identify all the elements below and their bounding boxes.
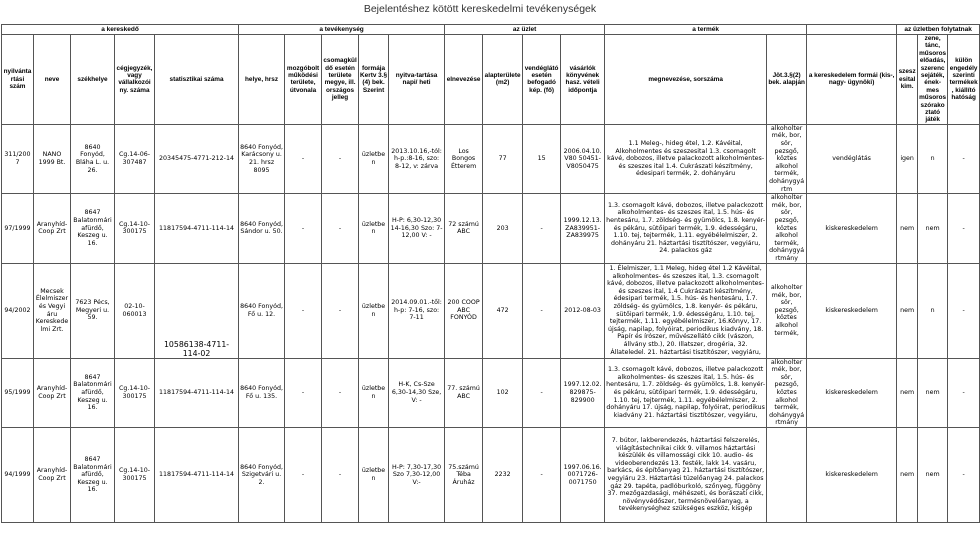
column-header: cégjegyzék, vagy vállalkozói ny. száma (115, 35, 155, 125)
cell-mozgobolt: - (285, 358, 322, 427)
column-header: csomagküldő esetén területe megye, ill. országos jelleg (322, 35, 359, 125)
column-header: megnevezése, sorszáma (605, 35, 767, 125)
cell-szekhely: 8647 Balatonmáriafürdő, Keszeg u. 16. (71, 194, 115, 263)
header-group-uzlet: az üzlet (445, 25, 605, 35)
cell-szekhely: 8647 Balatonmáriafürdő, Keszeg u. 16. (71, 427, 115, 522)
cell-forma: üzletben (359, 124, 389, 193)
cell-csomagkuldo: - (322, 124, 359, 193)
cell-nyitvatartas: 2013.10.16,-tól: h-p.:8-16, szo: 8-12, v: zárva (389, 124, 445, 193)
cell-jot: alkoholtermék, bor, sör, pezsgő, köztes alkohol termék, (767, 263, 807, 358)
cell-nyilvantartasi-szam: 94/2002 (2, 263, 34, 358)
cell-befogado: - (523, 427, 561, 522)
cell-elnevezes: 72 számú ABC (445, 194, 483, 263)
table-row (2, 358, 980, 427)
cell-kereskedelem-forma: vendéglátás (807, 124, 897, 193)
cell-cegjegyzek: Cg.14-10-300175 (115, 427, 155, 522)
cell-neve: NANO 1999 Bt. (34, 124, 71, 193)
table-row (2, 263, 980, 358)
cell-szekhely: 8640 Fonyód, Bláha L. u. 26. (71, 124, 115, 193)
cell-alapterulet: 2232 (483, 427, 523, 522)
cell-hely: 8640 Fonyód, Fő u. 135. (239, 358, 285, 427)
cell-hely: 8640 Fonyód, Sándor u. 50. (239, 194, 285, 263)
column-header: a kereskedelem formái (kis-, nagy- ügynöki) (807, 35, 897, 125)
cell-elnevezes: 200 COOP ABC FONYÓD (445, 263, 483, 358)
cell-cegjegyzek: Cg.14-06-307487 (115, 124, 155, 193)
cell-nyilvantartasi-szam: 94/1999 (2, 427, 34, 522)
cell-neve: Aranyhíd-Coop Zrt (34, 427, 71, 522)
column-header: statisztikai száma (155, 35, 239, 125)
cell-alapterulet: 472 (483, 263, 523, 358)
cell-zene: n (918, 263, 948, 358)
column-header: szeszesital kim. (897, 35, 918, 125)
cell-szeszesital: nem (897, 427, 918, 522)
cell-jot: alkoholtermék, bor, sör, pezsgő, köztes alkohol termék, dohánygyártmány (767, 194, 807, 263)
cell-kulon-engedely: - (948, 427, 980, 522)
column-header: külön engedély szerinti termékek, kiállító hatóság (948, 35, 980, 125)
cell-neve: Aranyhíd-Coop Zrt (34, 358, 71, 427)
cell-befogado: - (523, 358, 561, 427)
column-header: neve (34, 35, 71, 125)
column-header: vásárlók könyvének hasz. vételi időpontja (561, 35, 605, 125)
cell-zene: nem (918, 427, 948, 522)
cell-befogado: - (523, 194, 561, 263)
cell-kereskedelem-forma: kiskereskedelem (807, 194, 897, 263)
cell-statisztikai: 20345475-4771-212-14 (155, 124, 239, 193)
cell-forma: üzletben (359, 194, 389, 263)
cell-szeszesital: nem (897, 263, 918, 358)
header-group-kereskedo: a kereskedő (2, 25, 239, 35)
cell-mozgobolt: - (285, 427, 322, 522)
cell-elnevezes: 77. számú ABC (445, 358, 483, 427)
cell-alapterulet: 203 (483, 194, 523, 263)
table-row (2, 427, 980, 522)
cell-csomagkuldo: - (322, 427, 359, 522)
cell-szekhely: 8647 Balatonmáriafürdő, Keszeg u. 16. (71, 358, 115, 427)
cell-termek: 1.3. csomagolt kávé, dobozos, illetve palackozott alkoholmentes- és szeszes ital, 1.5. hús- és hentesáru, 1.7. zöldség- és gyümölcs, 1.8. kenyér- és pékáru, sütőipari termék, 1.9. édességáru, 1.10. tej, tejtermék, 1.11. egyébélelmiszer, 2. dohányáru 21. háztartási tisztítószer, vegyiáru, 24. palackos gáz (605, 194, 767, 263)
cell-csomagkuldo: - (322, 358, 359, 427)
header-group-empty (807, 25, 897, 35)
column-header: formája Kertv 3.§ (4) bek. Szerint (359, 35, 389, 125)
column-header: nyitva-tartása napi/ heti (389, 35, 445, 125)
cell-forma: üzletben (359, 358, 389, 427)
header-group-termek: a termék (605, 25, 807, 35)
table-row (2, 124, 980, 193)
page-title: Bejelentéshez kötött kereskedelmi tevékenységek (363, 3, 597, 15)
cell-szeszesital: igen (897, 124, 918, 193)
register-table (1, 24, 980, 523)
cell-jot: alkoholtermék, bor, sör, pezsgő, köztes alkohol termék, dohánygyártmány (767, 358, 807, 427)
column-header: székhelye (71, 35, 115, 125)
table-row (2, 194, 980, 263)
column-header: Jöt.3.§(2) bek. alapján (767, 35, 807, 125)
cell-nyitvatartas: H-P: 6,30-12,30 14-16,30 Szo: 7-12,00 V: - (389, 194, 445, 263)
cell-alapterulet: 77 (483, 124, 523, 193)
cell-termek: 1. Élelmiszer, 1.1 Meleg, hideg étel 1.2 Kávéital, alkoholmentes- és szeszes ital, 1.3. csomagolt kávé, dobozos, illetve palackozott alkoholmentes- és szeszes ital, 1.4 Cukrászati készítmény, édesipari termék, 1.5. hús- és hentesáru, 1.7. zöldség- és gyümölcs, 1.8. kenyér- és pékáru, sütőipari termék, 1.9. édességáru, 1.10. tej, tejtermék, 1.11. egyébélelmiszer, 16.Könyv, 17. újság, napilap, folyóirat, periodikus kiadvány, 18. Papír és írószer, művészellátó cikk (vászon, állvány stb.), 20. Illatszer, drogéria, 32. Állateledel. 21. háztartási tisztítószer, vegyiáru, (605, 263, 767, 358)
cell-szeszesital: nem (897, 358, 918, 427)
column-header: alapterülete (m2) (483, 35, 523, 125)
cell-cegjegyzek: Cg.14-10-300175 (115, 358, 155, 427)
column-header: nyilvántartási szám (2, 35, 34, 125)
column-header: zene, tánc, műsoros előadás, szerencsejáték, ének-mes műsoros szórakoztató játék (919, 35, 947, 124)
header-group-tevekenyseg: a tevékenység (239, 25, 445, 35)
cell-statisztikai: 11817594-4711-114-14 (155, 358, 239, 427)
cell-kereskedelem-forma: kiskereskedelem (807, 263, 897, 358)
cell-termek: 1.1 Meleg-, hideg étel, 1.2. Kávéital, Alkoholmentes és szeszesital 1.3. csomagolt kávé, dobozos, illetve palackozott alkoholmentes- és szeszes ital 1.4. Cukrászati készítmény, édesipari termék, 2. dohányáru (605, 124, 767, 193)
column-header: elnevezése (445, 35, 483, 125)
cell-elnevezes: 75.számú Téba Áruház (445, 427, 483, 522)
header-group-row (2, 25, 980, 35)
cell-termek: 1.3. csomagolt kávé, dobozos, illetve palackozott alkoholmentes- és szeszes ital, 1.5. hús- és hentesáru, 1.7. zöldség- és gyümölcs, 1.8. kenyér- és pékáru, sütőipari termék, 1.9. édességáru, 1.10. tej, tejtermék, 1.11. egyébélelmiszer, 2. dohányáru 17. újság, napilap, folyóirat, periodikus kiadvány 21. háztartási tisztítószer, vegyiáru, (605, 358, 767, 427)
cell-jot (767, 427, 807, 522)
cell-nyilvantartasi-szam: 311/2007 (2, 124, 34, 193)
cell-kereskedelem-forma: kiskereskedelem (807, 427, 897, 522)
cell-szeszesital: nem (897, 194, 918, 263)
cell-termek: 7. bútor, lakberendezés, háztartási felszerelés, világítástechnikai cikk 9. villamos háztartási készülék és villamossági cikk 10. audio- és videoberendezés 13. festék, lakk 14. vasáru, barkács, és építőanyag 21. háztartási tisztítószer, vegyiáru 23. Háztartási tüzelőanyag 24. palackos gáz 29. tapéta, padlóburkoló, szőnyeg, függöny 37. mezőgazdasági, méhészeti, és borászati cikk, növényvédőszer, termésnövelőanyag, a tevékenységhez szükséges eszköz, kisgép (605, 427, 767, 522)
cell-alapterulet: 102 (483, 358, 523, 427)
cell-nyitvatartas: H-K, Cs-Sze 6,30-14,30 Sze, V: - (389, 358, 445, 427)
header-group-uzlet-folytatnak: az üzletben folytatnak (897, 25, 980, 35)
cell-hely: 8640 Fonyód, Fő u. 12. (239, 263, 285, 358)
cell-forma: üzletben (359, 427, 389, 522)
cell-zene: nem (918, 358, 948, 427)
column-header: helye, hrsz (239, 35, 285, 125)
header-row (2, 35, 980, 125)
cell-kulon-engedely: - (948, 124, 980, 193)
cell-szekhely: 7623 Pécs, Megyeri u. 59. (71, 263, 115, 358)
cell-statisztikai-value: 10586138-4711-114-02 (163, 339, 230, 358)
cell-zene: n (918, 124, 948, 193)
cell-vasarlok-konyve: 1997.12.02. 829875-829900 (561, 358, 605, 427)
cell-vasarlok-konyve: 1997.06.16. 0071726-0071750 (561, 427, 605, 522)
cell-neve: Aranyhíd-Coop Zrt (34, 194, 71, 263)
cell-zene: nem (918, 194, 948, 263)
cell-vasarlok-konyve: 2012-08-03 (561, 263, 605, 358)
cell-vasarlok-konyve: 1999.12.13. ZA839951-ZA839975 (561, 194, 605, 263)
cell-nyitvatartas: 2014.09.01.-től: h-p: 7-16, szo: 7-11 (389, 263, 445, 358)
cell-statisztikai: 11817594-4711-114-14 (155, 427, 239, 522)
column-header: vendéglátó esetén befogadó kép. (fő) (523, 35, 561, 125)
cell-cegjegyzek: 02-10-060013 (115, 263, 155, 358)
cell-nyilvantartasi-szam: 97/1999 (2, 194, 34, 263)
cell-mozgobolt: - (285, 194, 322, 263)
cell-befogado: - (523, 263, 561, 358)
cell-csomagkuldo: - (322, 263, 359, 358)
cell-hely: 8640 Fonyód, Karácsony u. 21. hrsz 8095 (239, 124, 285, 193)
cell-hely: 8640 Fonyód, Szigetvári u. 2. (239, 427, 285, 522)
cell-neve: Mecsek Élelmiszer és Vegyi áru Kereskedelmi Zrt. (34, 263, 71, 358)
cell-kulon-engedely: - (948, 263, 980, 358)
cell-statisztikai: 11817594-4711-114-14 (155, 194, 239, 263)
cell-nyilvantartasi-szam: 95/1999 (2, 358, 34, 427)
cell-nyitvatartas: H-P: 7,30-17,30 Szo 7,30-12,00 V:- (389, 427, 445, 522)
register-table-container[interactable] (1, 24, 978, 536)
cell-mozgobolt: - (285, 124, 322, 193)
cell-kulon-engedely: - (948, 194, 980, 263)
cell-elnevezes: Los Bongos Étterem (445, 124, 483, 193)
cell-cegjegyzek: Cg.14-10-300175 (115, 194, 155, 263)
cell-kereskedelem-forma: kiskereskedelem (807, 358, 897, 427)
cell-forma: üzletben (359, 263, 389, 358)
cell-statisztikai (155, 263, 239, 358)
cell-vasarlok-konyve: 2006.04.10.V80 50451-V8050475 (561, 124, 605, 193)
column-header: mozgóbolt működési területe, útvonala (285, 35, 322, 125)
cell-csomagkuldo: - (322, 194, 359, 263)
cell-mozgobolt: - (285, 263, 322, 358)
cell-kulon-engedely: - (948, 358, 980, 427)
cell-jot: alkoholtermék, bor, sör, pezsgő, köztes alkohol termék, dohánygyártm (767, 124, 807, 193)
cell-befogado: 15 (523, 124, 561, 193)
